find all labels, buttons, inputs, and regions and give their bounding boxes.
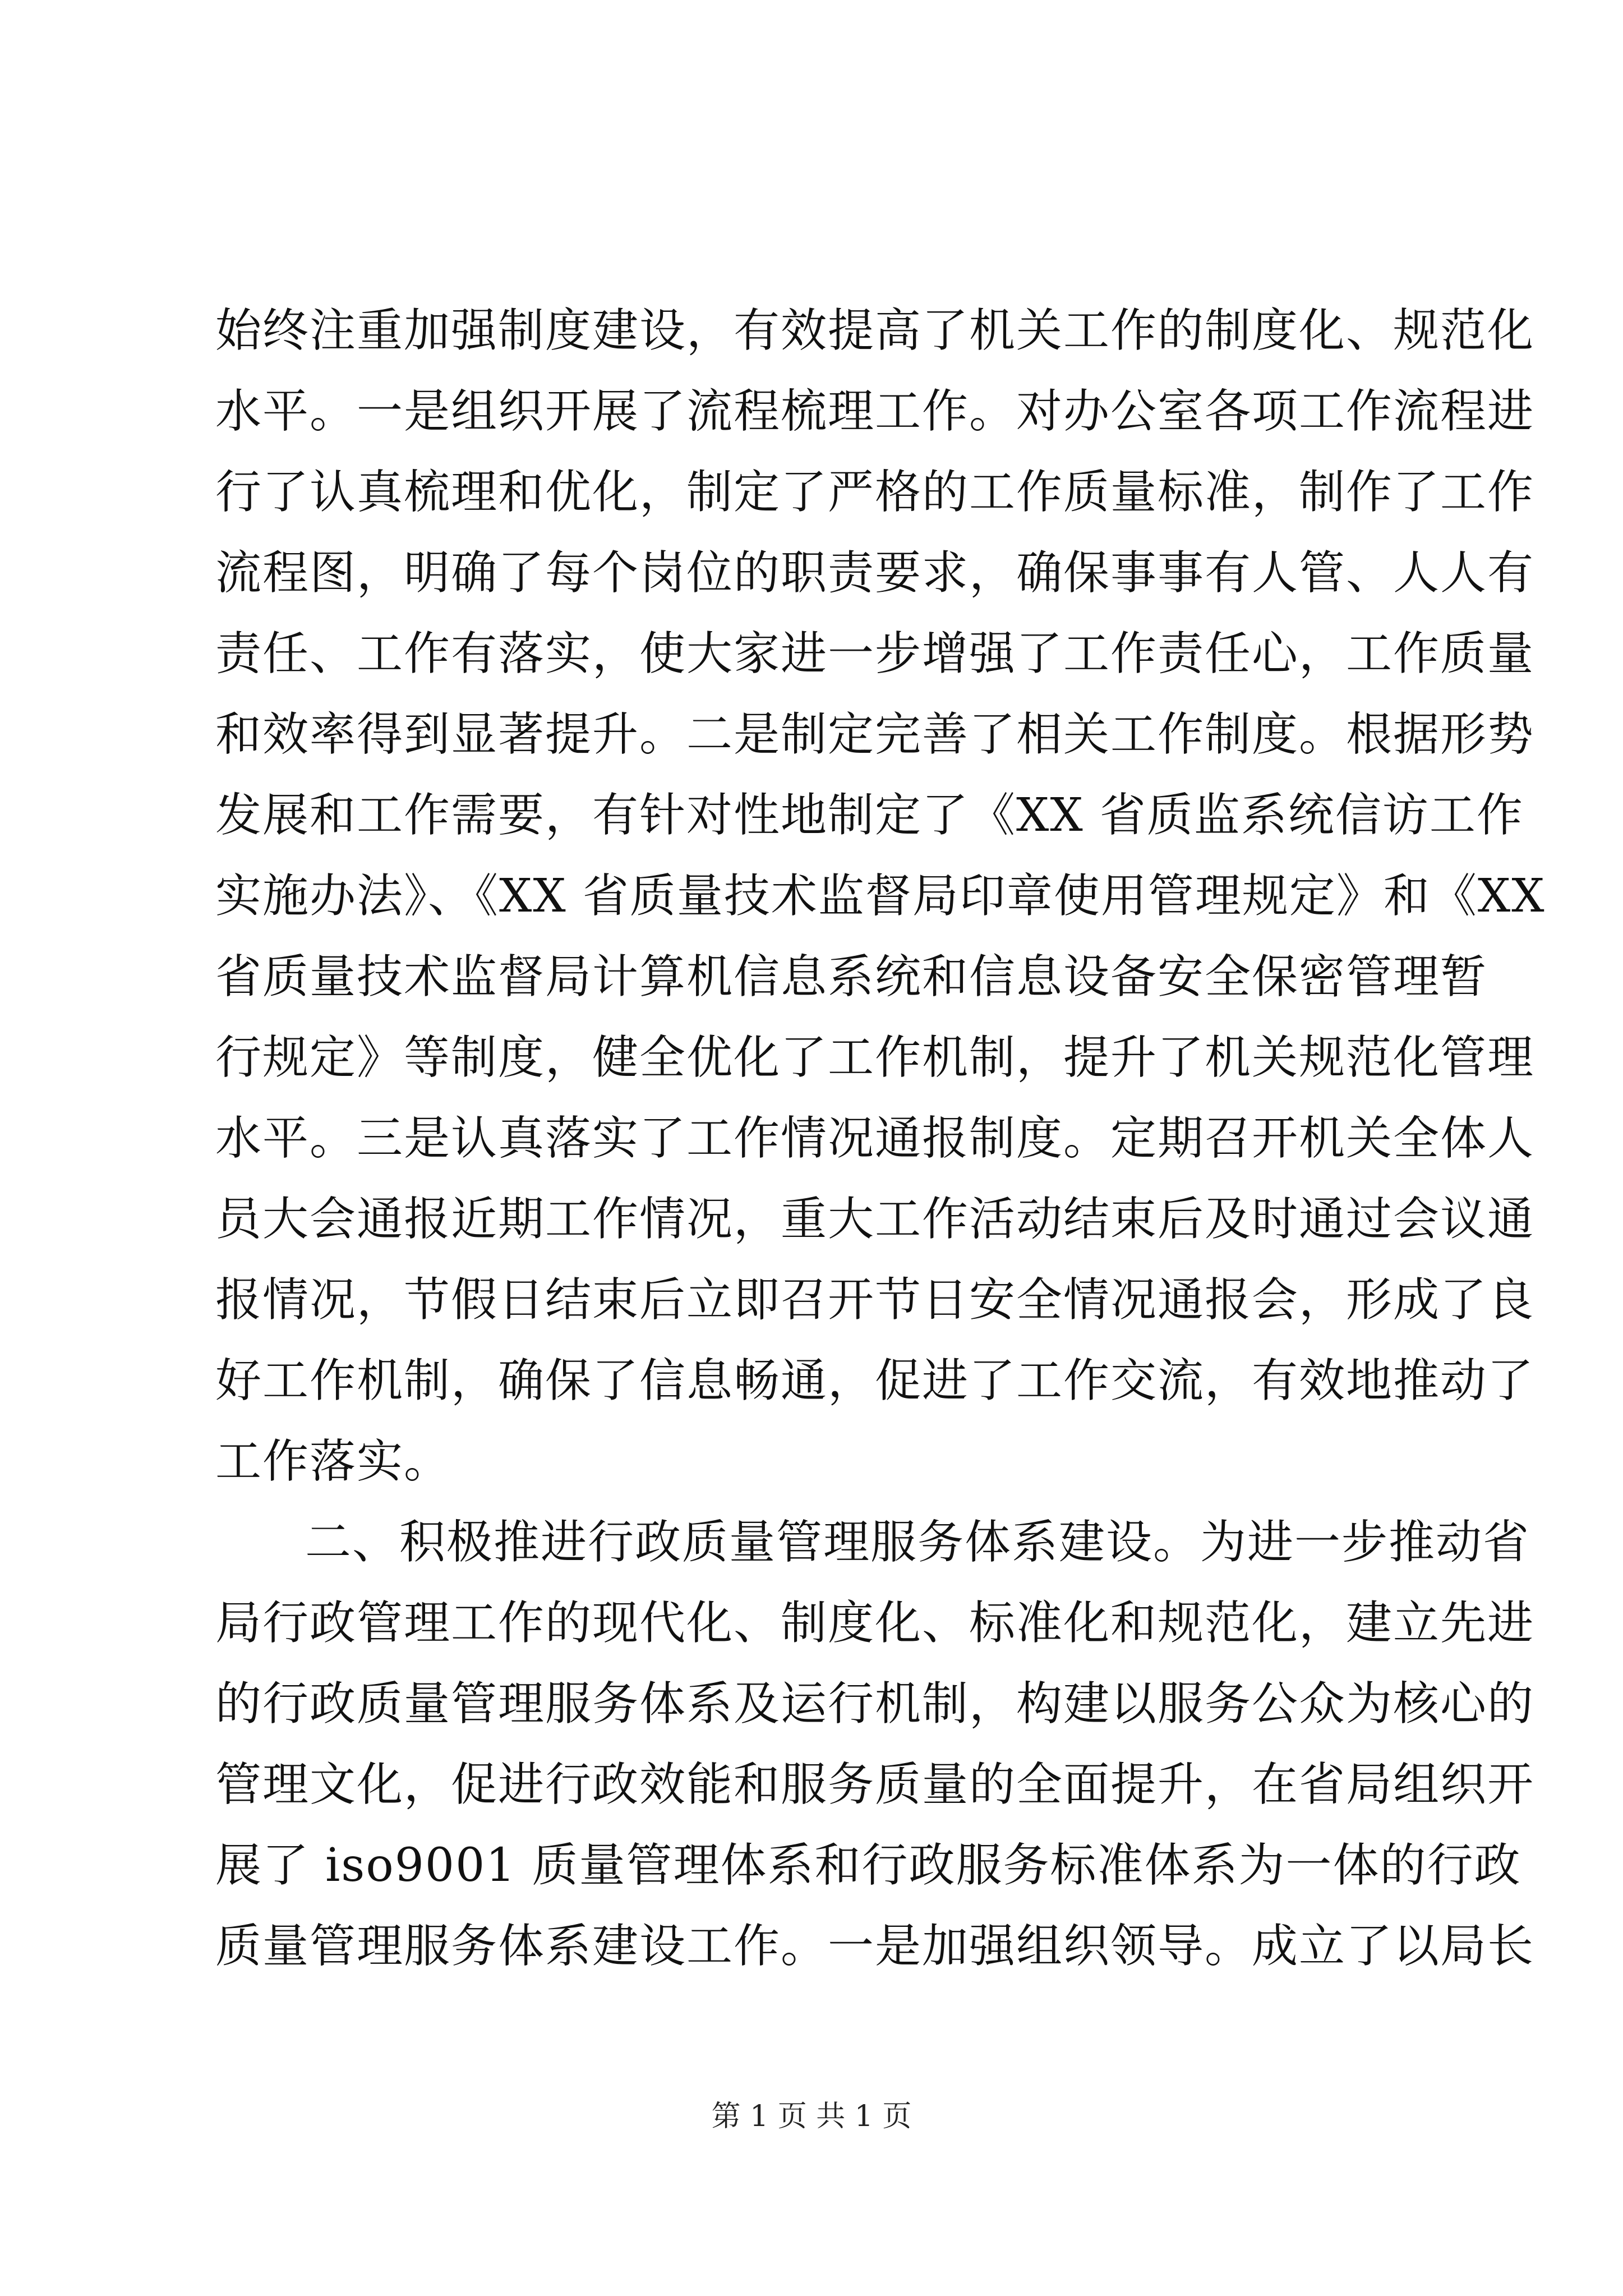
text-line: 员大会通报近期工作情况，重大工作活动结束后及时通过会议通 bbox=[215, 1193, 1535, 1246]
page-footer: 第 1 页 共 1 页 bbox=[711, 2100, 912, 2133]
text-line: 展了 iso9001 质量管理体系和行政服务标准体系为一体的行政 bbox=[215, 1839, 1521, 1892]
text-line: 省质量技术监督局计算机信息系统和信息设备安全保密管理暂 bbox=[215, 950, 1488, 1004]
text-line: 管理文化，促进行政效能和服务质量的全面提升，在省局组织开 bbox=[215, 1758, 1535, 1811]
text-line: 发展和工作需要，有针对性地制定了《XX 省质监系统信访工作 bbox=[215, 789, 1524, 842]
text-line: 二、积极推进行政质量管理服务体系建设。为进一步推动省 bbox=[305, 1516, 1530, 1569]
text-line: 质量管理服务体系建设工作。一是加强组织领导。成立了以局长 bbox=[215, 1920, 1535, 1973]
text-line: 报情况，节假日结束后立即召开节日安全情况通报会，形成了良 bbox=[215, 1273, 1535, 1327]
text-line: 责任、工作有落实，使大家进一步增强了工作责任心，工作质量 bbox=[215, 627, 1535, 680]
text-line: 行了认真梳理和优化，制定了严格的工作质量标准，制作了工作 bbox=[215, 466, 1535, 519]
text-line: 始终注重加强制度建设，有效提高了机关工作的制度化、规范化 bbox=[215, 304, 1535, 357]
text-line: 和效率得到显著提升。二是制定完善了相关工作制度。根据形势 bbox=[215, 708, 1535, 761]
text-line: 行规定》等制度，健全优化了工作机制，提升了机关规范化管理 bbox=[215, 1031, 1535, 1084]
text-line: 流程图，明确了每个岗位的职责要求，确保事事有人管、人人有 bbox=[215, 546, 1535, 600]
text-line: 水平。三是认真落实了工作情况通报制度。定期召开机关全体人 bbox=[215, 1112, 1535, 1165]
text-line: 工作落实。 bbox=[215, 1435, 451, 1488]
text-line: 的行政质量管理服务体系及运行机制，构建以服务公众为核心的 bbox=[215, 1677, 1535, 1731]
text-line: 实施办法》、《XX 省质量技术监督局印章使用管理规定》和《XX bbox=[215, 869, 1546, 923]
text-line: 好工作机制，确保了信息畅通，促进了工作交流，有效地推动了 bbox=[215, 1354, 1535, 1407]
text-line: 局行政管理工作的现代化、制度化、标准化和规范化，建立先进 bbox=[215, 1596, 1535, 1650]
text-line: 水平。一是组织开展了流程梳理工作。对办公室各项工作流程进 bbox=[215, 385, 1535, 438]
